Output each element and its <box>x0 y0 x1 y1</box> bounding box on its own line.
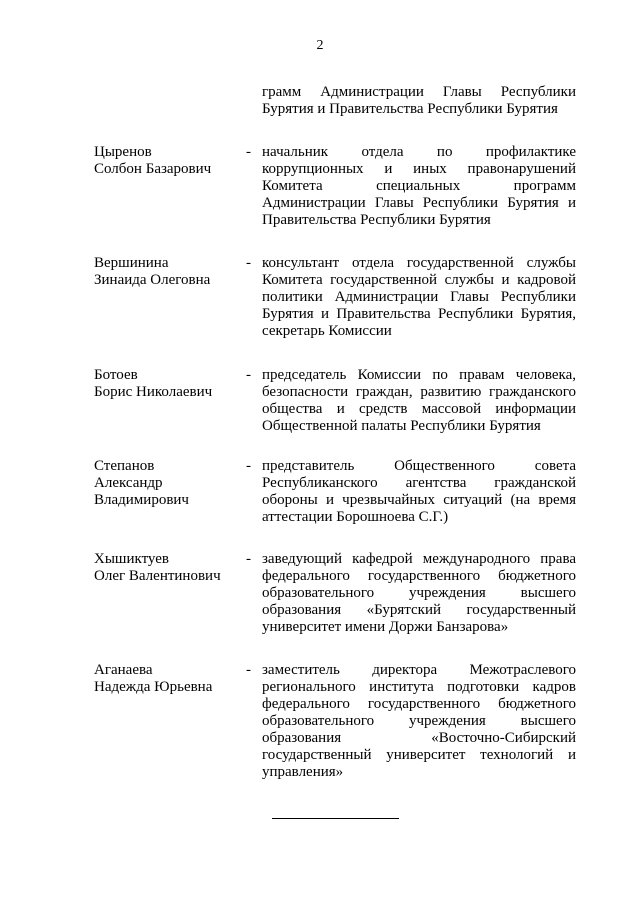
member-name: Степанов Александр Владимирович <box>94 458 189 508</box>
member-dash: - <box>246 255 251 271</box>
member-name: Вершинина Зинаида Олеговна <box>94 255 211 288</box>
closing-divider-line <box>272 818 399 819</box>
member-position: консультант отдела государственной службы Комитета государственной службы и кадровой политики Администрации Главы Республики Бурятия и Правительства Республики Бурятия, секретарь Комиссии <box>262 255 576 339</box>
member-position: начальник отдела по профилактике коррупционных и иных правонарушений Комитета специальных программ Администрации Главы Республики Бурятия и Правительства Республики Бурятия <box>262 144 576 228</box>
member-dash: - <box>246 551 251 567</box>
member-name: Ботоев Борис Николаевич <box>94 367 213 400</box>
member-position: представитель Общественного совета Республиканского агентства гражданской обороны и чрезвычайных ситуаций (на время аттестации Борошноева С.Г.) <box>262 458 576 525</box>
member-dash: - <box>246 458 251 474</box>
member-name: Цыренов Солбон Базарович <box>94 144 212 177</box>
member-name: Хышиктуев Олег Валентинович <box>94 551 221 584</box>
page-number: 2 <box>316 38 324 53</box>
continuation-text: грамм Администрации Главы Республики Бурятия и Правительства Республики Бурятия <box>262 84 576 117</box>
member-position: заведующий кафедрой международного права федерального государственного бюджетного образовательного учреждения высшего образования «Бурятский государственный университет имени Доржи Банзарова» <box>262 551 576 635</box>
member-position: заместитель директора Межотраслевого регионального института подготовки кадров федерального государственного бюджетного образовательного учреждения высшего образования «Восточно-Сибирский государственный университет технологий и управления» <box>262 662 576 780</box>
member-dash: - <box>246 367 251 383</box>
member-dash: - <box>246 662 251 678</box>
member-name: Аганаева Надежда Юрьевна <box>94 662 213 695</box>
member-position: председатель Комиссии по правам человека, безопасности граждан, развитию гражданского общества и средств массовой информации Общественной палаты Республики Бурятия <box>262 367 576 434</box>
member-dash: - <box>246 144 251 160</box>
